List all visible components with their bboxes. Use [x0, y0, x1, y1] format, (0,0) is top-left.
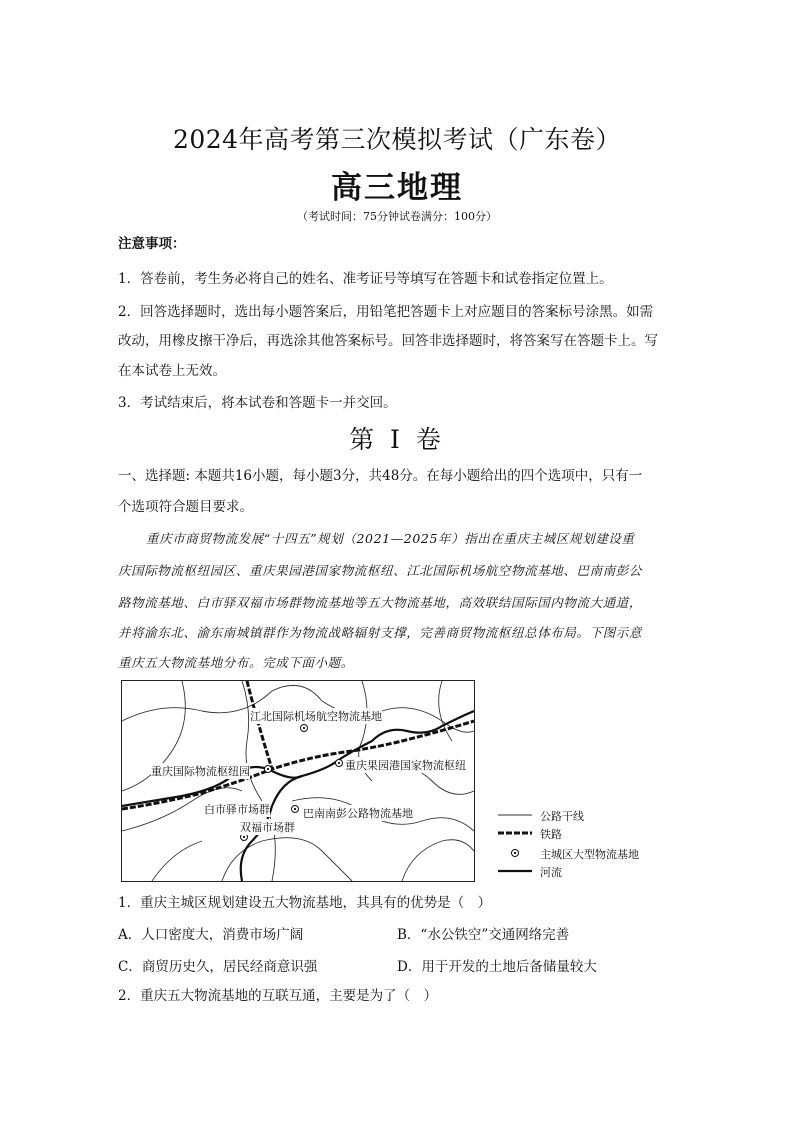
map-label-intl-hub: 重庆国际物流枢纽园: [151, 765, 250, 778]
exam-info: （考试时间：75分钟试卷满分：100分）: [297, 210, 497, 223]
notice-item: 3．考试结束后，将本试卷和答题卡一并交回。: [118, 395, 397, 411]
section-instruction: 个选项符合题目要求。: [118, 499, 253, 515]
question-1-option-c: C．商贸历史久，居民经商意识强: [118, 959, 318, 975]
river-line: [241, 711, 474, 881]
question-1-option-d: D．用于开发的土地后备储量较大: [397, 959, 597, 975]
legend-road-label: 公路干线: [540, 810, 584, 823]
passage-line: 庆国际物流枢纽园区、重庆果园港国家物流枢纽、江北国际机场航空物流基地、巴南南彭公: [118, 563, 643, 578]
map-label-baishiyi: 白市驿市场群: [204, 803, 270, 816]
map-label-shuangfu: 双福市场群: [240, 821, 295, 834]
passage-line: 路物流基地、白市驿双福市场群物流基地等五大物流基地，高效联结国际国内物流大通道，: [118, 595, 643, 610]
notice-item: 1．答卷前，考生务必将自己的姓名、准考证号等填写在答题卡和试卷指定位置上。: [118, 271, 613, 287]
exam-title: 2024年高考第三次模拟考试（广东卷）: [172, 125, 622, 154]
section-instruction: 一、选择题: 本题共16小题，每小题3分，共48分。在每小题给出的四个选项中，只有一: [118, 468, 643, 484]
notice-item: 2．回答选择题时，选出每小题答案后，用铅笔把答题卡上对应题目的答案标号涂黑。如需: [118, 304, 654, 320]
road-line: [402, 840, 474, 881]
question-2-stem: 2．重庆五大物流基地的互联互通，主要是为了（ ）: [118, 988, 438, 1004]
notice-item: 改动，用橡皮擦干净后，再选涂其他答案标号。回答非选择题时，将答案写在答题卡上。写: [118, 333, 658, 349]
map-label-airport: 江北国际机场航空物流基地: [250, 710, 382, 723]
notice-heading: 注意事项：: [118, 236, 186, 252]
question-1-stem: 1．重庆主城区规划建设五大物流基地，其具有的优势是（ ）: [118, 895, 492, 911]
section-title: 第 I 卷: [349, 425, 445, 454]
passage-line: 重庆五大物流基地分布。完成下面小题。: [118, 655, 354, 670]
logistics-map: [121, 680, 475, 882]
map-legend: [496, 806, 696, 882]
subject-title: 高三地理: [331, 170, 463, 206]
question-1-option-b: B．“水公铁空”交通网络完善: [397, 927, 570, 943]
notice-item: 在本试卷上无效。: [118, 363, 226, 379]
road-line: [152, 841, 202, 881]
legend-river-label: 河流: [540, 866, 562, 879]
passage-line: 重庆市商贸物流发展“十四五”规划（2021—2025年）指出在重庆主城区规划建设重: [146, 531, 635, 546]
legend-rail-label: 铁路: [540, 828, 562, 841]
legend-symbols: [496, 806, 536, 882]
map-label-guoyuan: 重庆果园港国家物流枢纽: [345, 759, 466, 772]
passage-line: 并将渝东北、渝东南城镇群作为物流战略辐射支撑，完善商贸物流枢纽总体布局。下图示意: [118, 625, 643, 640]
legend-base-label: 主城区大型物流基地: [540, 848, 639, 861]
map-label-nanpeng: 巴南南彭公路物流基地: [303, 807, 413, 820]
question-1-option-a: A．人口密度大，消费市场广阔: [118, 927, 304, 943]
